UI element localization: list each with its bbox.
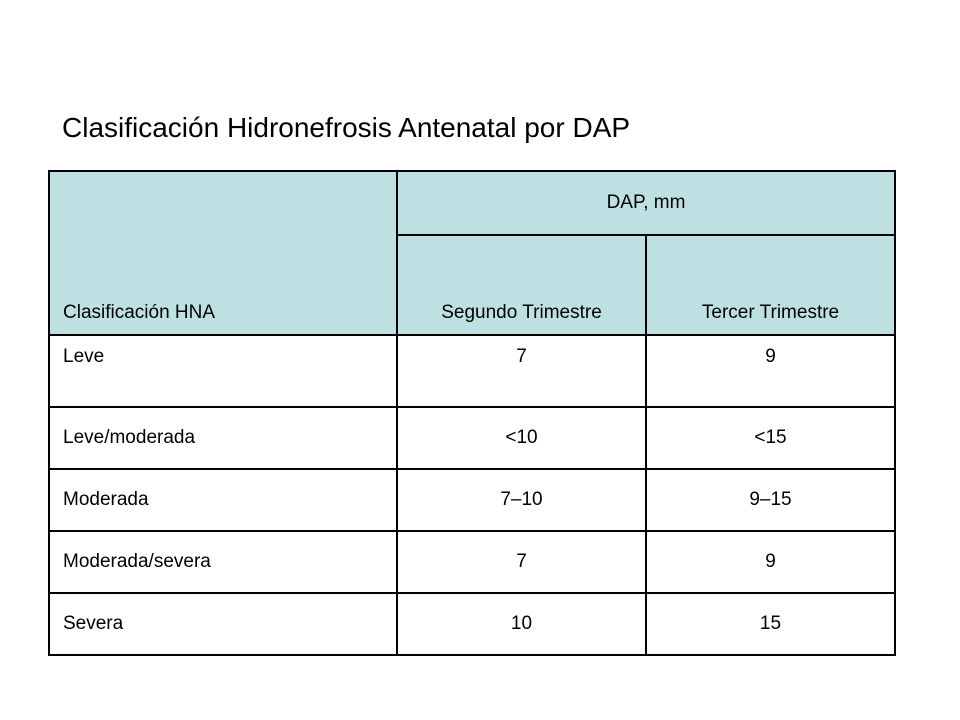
table-header-row xyxy=(49,171,895,235)
row-third-trimester-value: <15 xyxy=(646,407,895,469)
slide-title: Clasificación Hidronefrosis Antenatal por DAP xyxy=(62,112,631,143)
row-classification: Moderada xyxy=(49,469,397,531)
table-row xyxy=(49,469,895,531)
row-classification: Leve/moderada xyxy=(49,407,397,469)
header-classification-hna: Clasificación HNA xyxy=(49,171,397,335)
table-row xyxy=(49,531,895,593)
header-dap-mm: DAP, mm xyxy=(397,171,895,235)
row-second-trimester-value: 7 xyxy=(397,335,646,407)
row-classification: Severa xyxy=(49,593,397,655)
table-row xyxy=(49,335,895,407)
row-classification: Leve xyxy=(49,335,397,407)
header-second-trimester: Segundo Trimestre xyxy=(397,235,646,335)
row-second-trimester-value: 7–10 xyxy=(397,469,646,531)
row-second-trimester-value: 7 xyxy=(397,531,646,593)
row-third-trimester-value: 9 xyxy=(646,531,895,593)
row-second-trimester-value: <10 xyxy=(397,407,646,469)
table-row xyxy=(49,407,895,469)
row-third-trimester-value: 15 xyxy=(646,593,895,655)
classification-table xyxy=(48,170,896,656)
row-second-trimester-value: 10 xyxy=(397,593,646,655)
row-third-trimester-value: 9–15 xyxy=(646,469,895,531)
header-third-trimester: Tercer Trimestre xyxy=(646,235,895,335)
row-classification: Moderada/severa xyxy=(49,531,397,593)
table-row xyxy=(49,593,895,655)
row-third-trimester-value: 9 xyxy=(646,335,895,407)
